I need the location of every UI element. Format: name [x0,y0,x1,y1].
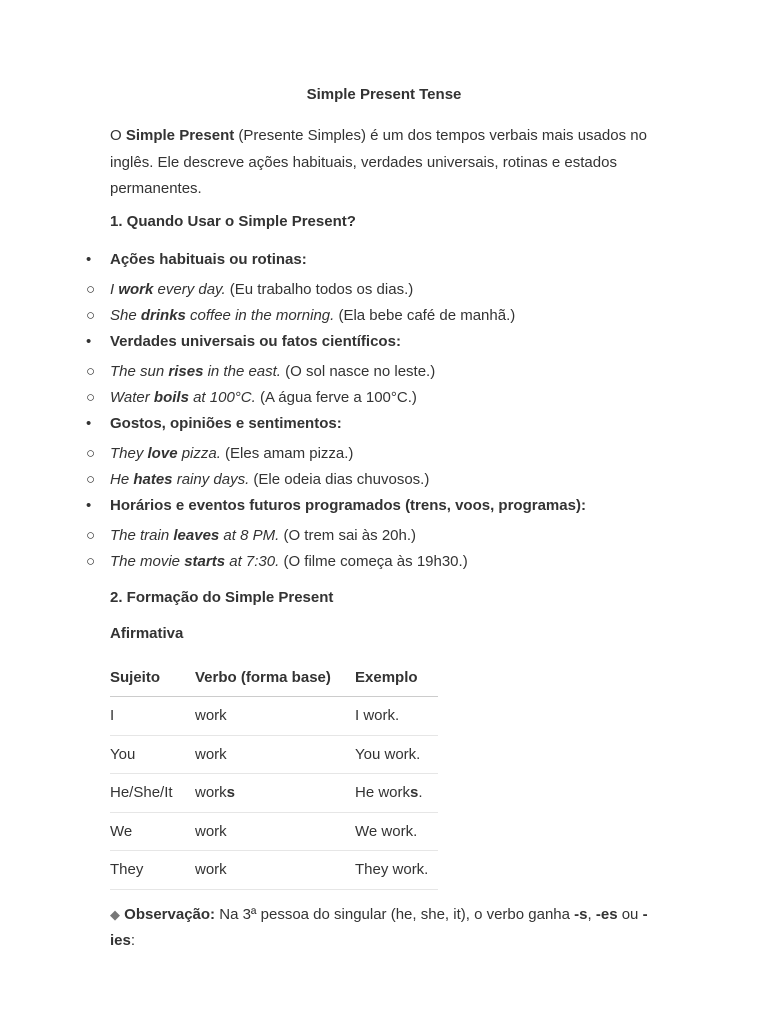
example-sentence: The sun rises in the east. (O sol nasce no leste.) [110,363,436,380]
subject-cell: I [110,697,195,736]
example-cell: I work. [355,697,438,736]
group-heading: Verdades universais ou fatos científicos: [110,333,401,350]
verb-cell: work [195,812,355,851]
verb-cell: work [195,697,355,736]
hollow-bullet-icon: ○ [86,307,96,324]
intro-term: Simple Present [125,127,235,144]
example-sentence: She drinks coffee in the morning. (Ela bebe café de manhã.) [110,307,516,324]
intro-text-1: O [110,127,126,144]
table-header-cell: Verbo (forma base) [195,658,355,697]
table-header-row [110,658,438,697]
example-sentence: He hates rainy days. (Ele odeia dias chuvosos.) [110,471,430,488]
example-sentence: I work every day. (Eu trabalho todos os dias.) [110,281,414,298]
section-heading-formation: 2. Formação do Simple Present [110,589,334,606]
table-row [110,735,438,774]
filled-bullet-icon: • [86,497,92,514]
example-sentence: The movie starts at 7:30. (O filme começa às 19h30.) [110,553,468,570]
hollow-bullet-icon: ○ [86,527,96,544]
subject-cell: He/She/It [110,774,195,813]
hollow-bullet-icon: ○ [86,471,96,488]
table-row [110,851,438,890]
table-row [110,697,438,736]
subject-cell: You [110,735,195,774]
observation-label: Observação: [124,906,216,923]
example-cell: You work. [355,735,438,774]
group-heading: Ações habituais ou rotinas: [110,251,307,268]
example-sentence: They love pizza. (Eles amam pizza.) [110,445,354,462]
intro-text-2: (Presente Simples) é um dos tempos verbais mais usados no inglês. Ele descreve ações habituais, verdades universais, rotinas e estados permanentes. [110,127,647,197]
table-header-cell: Exemplo [355,658,438,697]
verb-cell: work [195,735,355,774]
verb-cell: work [195,851,355,890]
hollow-bullet-icon: ○ [86,445,96,462]
section-heading-usage: 1. Quando Usar o Simple Present? [110,213,356,230]
example-sentence: Water boils at 100°C. (A água ferve a 100°C.) [110,389,417,406]
example-sentence: The train leaves at 8 PM. (O trem sai às 20h.) [110,527,417,544]
hollow-bullet-icon: ○ [86,553,96,570]
filled-bullet-icon: • [86,415,92,432]
table-row [110,774,438,813]
table-row [110,812,438,851]
hollow-bullet-icon: ○ [86,363,96,380]
hollow-bullet-icon: ○ [86,281,96,298]
diamond-icon: ◆ [110,907,120,922]
filled-bullet-icon: • [86,333,92,350]
filled-bullet-icon: • [86,251,92,268]
hollow-bullet-icon: ○ [86,389,96,406]
intro-paragraph [110,123,660,203]
observation-note: ◆ Observação: Na 3ª pessoa do singular (he, she, it), o verbo ganha -s, -es ou -ies: [110,906,648,949]
example-cell: He works. [355,774,438,813]
subject-cell: We [110,812,195,851]
subject-cell: They [110,851,195,890]
verb-cell: works [195,774,355,813]
subsection-heading: Afirmativa [110,625,184,642]
example-cell: We work. [355,812,438,851]
group-heading: Horários e eventos futuros programados (trens, voos, programas): [110,497,586,514]
table-header-cell: Sujeito [110,658,195,697]
example-cell: They work. [355,851,438,890]
conjugation-table [110,658,438,890]
document-title: Simple Present Tense [306,86,462,103]
group-heading: Gostos, opiniões e sentimentos: [110,415,342,432]
